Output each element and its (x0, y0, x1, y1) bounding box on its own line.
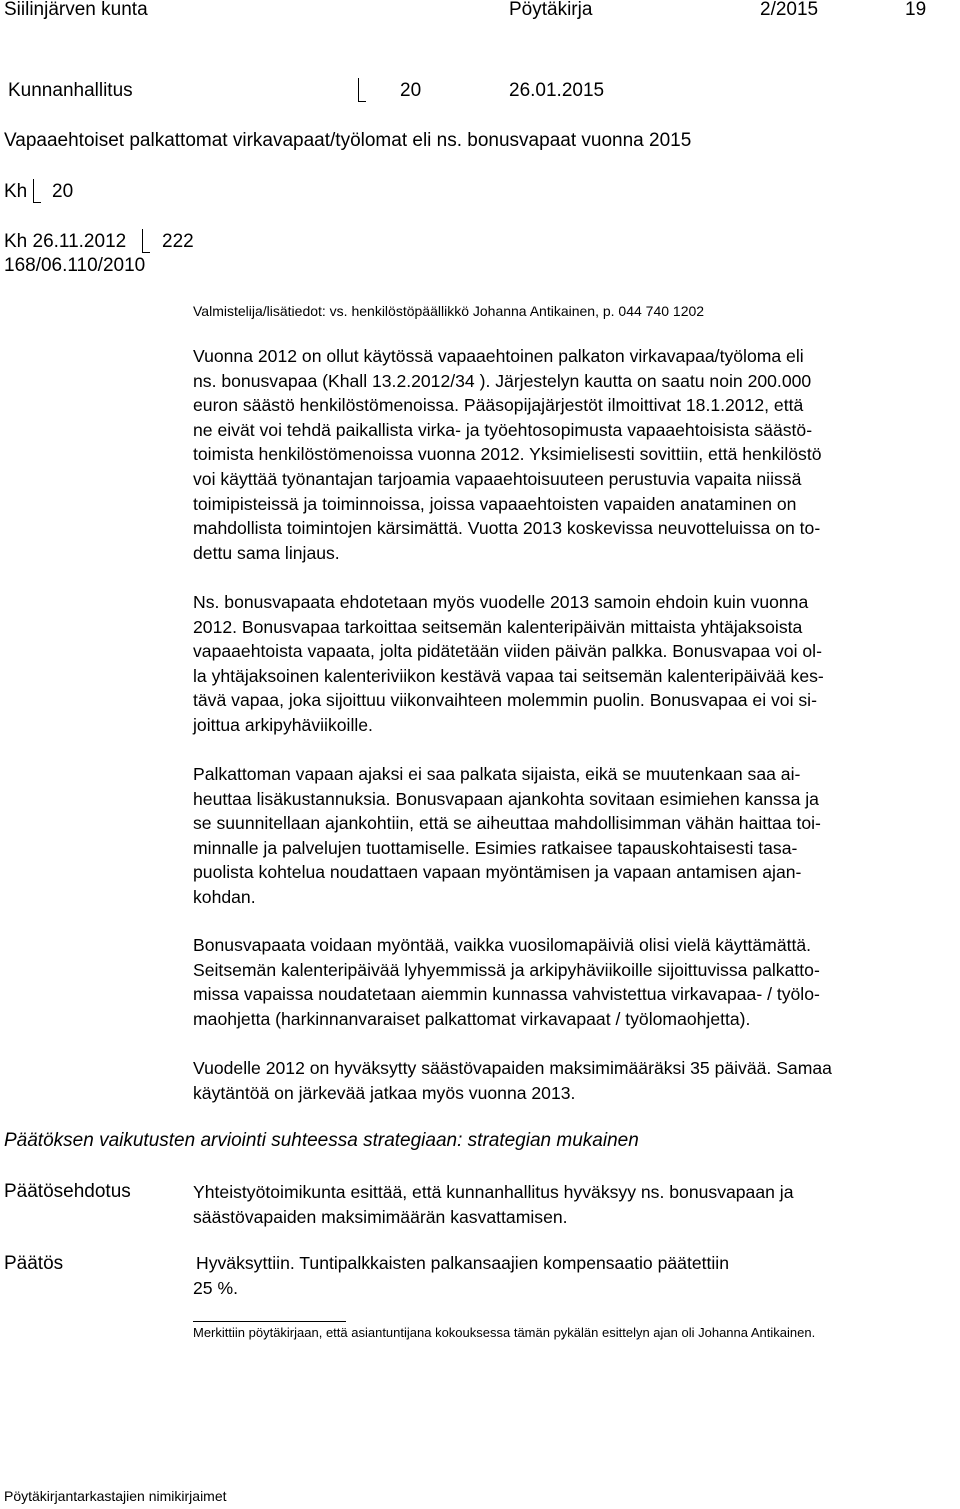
paragraph-line: euron säästö henkilöstömenoissa. Pääsopijajärjestöt ilmoittivat 18.1.2012, että (193, 395, 804, 416)
paragraph-line: ns. bonusvapaa (Khall 13.2.2012/34 ). Järjestelyn kautta on saatu noin 200.000 (193, 370, 812, 391)
paragraph-line: mahdollista toimintojen kärsimättä. Vuotta 2013 koskevissa neuvotteluissa on to- (193, 518, 821, 539)
meeting-date: 26.01.2015 (509, 80, 605, 101)
previous-reference: Kh 26.11.2012 (4, 231, 127, 252)
impact-assessment: Päätöksen vaikutusten arviointi suhteessa strategiaan: strategian mukainen (4, 1130, 639, 1151)
paragraph-line: toimipisteissä ja toiminnoissa, joissa vapaaehtoisten vapaiden anataminen on (193, 493, 797, 514)
minutes-note: Merkittiin pöytäkirjaan, että asiantuntijana kokouksessa tämän pykälän esittelyn ajan oli Johanna Antikainen. (193, 1325, 816, 1340)
kh-section: 20 (52, 181, 74, 202)
note-separator (193, 1321, 346, 1322)
issue-number: 2/2015 (760, 0, 819, 20)
paragraph-line: minnalle ja palvelujen tuottamiselle. Esimies ratkaisee tapauskohtaisesti tasa- (193, 837, 798, 858)
paragraph-1 (193, 344, 955, 565)
paragraph-line: voi käyttää työnantajan tarjoamia vapaaehtoisuuteen perustuvia vapaita niissä (193, 468, 802, 489)
section-sign-icon (33, 179, 41, 203)
paragraph-line: Vuodelle 2012 on hyväksytty säästövapaiden maksimimääräksi 35 päivää. Samaa (193, 1058, 832, 1078)
footer-initials-label: Pöytäkirjantarkastajien nimikirjaimet (4, 1488, 227, 1504)
paragraph-line: toimista henkilöstömenoissa vuonna 2012. Yksimielisesti sovittiin, että henkilöstö (193, 444, 822, 465)
decision-line: 25 %. (193, 1277, 238, 1298)
item-title: Vapaaehtoiset palkattomat virkavapaat/työlomat eli ns. bonusvapaat vuonna 2015 (4, 130, 692, 151)
paragraph-line: ne eivät voi tehdä paikallista virka- ja työehtosopimusta vapaaehtoisista säästö- (193, 419, 813, 440)
paragraph-2 (193, 590, 955, 738)
proposal-text (193, 1180, 955, 1229)
decision-text (193, 1251, 955, 1300)
paragraph-line: kohdan. (193, 886, 256, 907)
paragraph-line: dettu sama linjaus. (193, 542, 340, 563)
paragraph-5 (193, 1056, 955, 1105)
paragraph-3 (193, 762, 955, 910)
paragraph-line: maohjetta (harkinnanvaraiset palkattomat virkavapaat / työlomaohjetta). (193, 1008, 751, 1029)
paragraph-line: joittua arkipyhäviikoille. (193, 714, 373, 735)
proposal-label: Päätösehdotus (4, 1181, 131, 1202)
paragraph-line: käytäntöä on järkevää jatkaa myös vuonna 2013. (193, 1082, 576, 1103)
proposal-line: Yhteistyötoimikunta esittää, että kunnanhallitus hyväksyy ns. bonusvapaan ja (193, 1182, 794, 1202)
paragraph-4 (193, 933, 955, 1031)
paragraph-line: Seitsemän kalenteripäivää lyhyemmissä ja arkipyhäviikoille sijoittuvissa palkatto- (193, 959, 820, 980)
section-sign-icon (142, 229, 150, 253)
meeting-body: Kunnanhallitus (8, 80, 133, 101)
previous-reference-section: 222 (162, 231, 194, 252)
section-sign-icon (358, 78, 366, 102)
paragraph-line: Vuonna 2012 on ollut käytössä vapaaehtoinen palkaton virkavapaa/työloma eli (193, 346, 804, 366)
paragraph-line: tävä vapaa, joka sijoittuu viikonvaihteen molemmin puolin. Bonusvapaa ei voi si- (193, 690, 817, 711)
meeting-section: 20 (400, 80, 422, 101)
document-type: Pöytäkirja (509, 0, 593, 20)
paragraph-line: puolista kohtelua noudattaen vapaan myöntämisen ja vapaan antamisen ajan- (193, 862, 802, 883)
paragraph-line: la yhtäjaksoinen kalenteriviikon kestävä vapaa tai seitsemän kalenteripäivää kes- (193, 665, 824, 686)
paragraph-line: Bonusvapaata voidaan myöntää, vaikka vuosilomapäiviä olisi vielä käyttämättä. (193, 935, 812, 955)
paragraph-line: missa vapaissa noudatetaan aiemmin kunnassa vahvistettua virkavapaa- / työlo- (193, 984, 820, 1005)
proposal-line: säästövapaiden maksimimäärän kasvattamisen. (193, 1206, 568, 1227)
decision-line: Hyväksyttiin. Tuntipalkkaisten palkansaajien kompensaatio päätettiin (196, 1253, 730, 1273)
preparer-info: Valmistelija/lisätiedot: vs. henkilöstöpäällikkö Johanna Antikainen, p. 044 740 1202 (193, 303, 705, 319)
paragraph-line: Palkattoman vapaan ajaksi ei saa palkata sijaista, eikä se muutenkaan saa ai- (193, 764, 801, 784)
paragraph-line: vapaaehtoista vapaata, jolta pidätetään viiden päivän palkka. Bonusvapaa voi ol- (193, 641, 822, 662)
page-number: 19 (905, 0, 927, 20)
kh-label: Kh (4, 181, 28, 202)
decision-label: Päätös (4, 1253, 64, 1274)
paragraph-line: Ns. bonusvapaata ehdotetaan myös vuodelle 2013 samoin ehdoin kuin vuonna (193, 592, 809, 612)
paragraph-line: heuttaa lisäkustannuksia. Bonusvapaan ajankohta sovitaan esimiehen kanssa ja (193, 788, 819, 809)
municipality-name: Siilinjärven kunta (4, 0, 148, 20)
paragraph-line: 2012. Bonusvapaa tarkoittaa seitsemän kalenteripäivän mittaista yhtäjaksoista (193, 616, 803, 637)
reference-number: 168/06.110/2010 (4, 255, 146, 276)
paragraph-line: se suunnitellaan ajankohtiin, että se aiheuttaa mahdollisimman vähän haittaa toi- (193, 813, 821, 834)
